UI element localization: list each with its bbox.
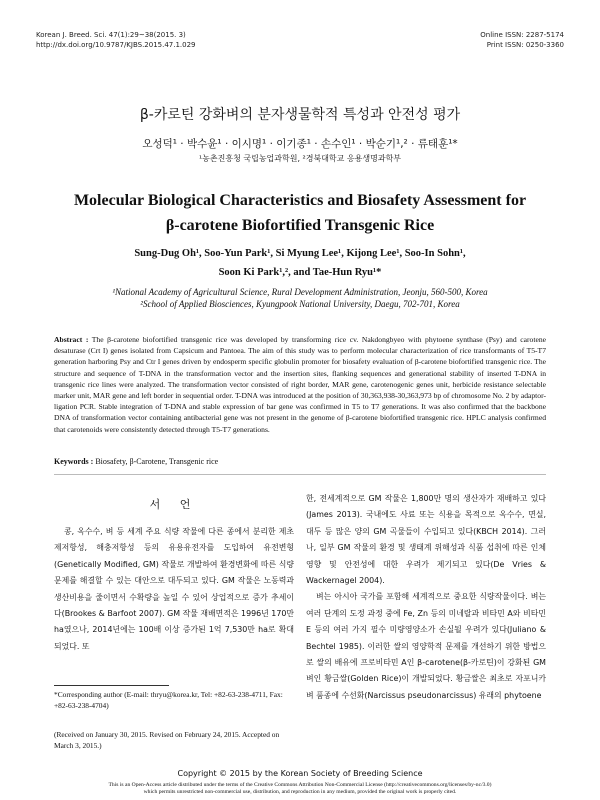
korean-affiliations: ¹농촌진흥청 국립농업과학원, ²경북대학교 응용생명과학부 [198, 154, 402, 163]
keywords [54, 457, 546, 466]
english-affiliation-2: ²School of Applied Biosciences, Kyungpook National University, Daegu, 702-701, Korea [140, 299, 460, 309]
english-authors-line2: Soon Ki Park¹,², and Tae-Hun Ryu¹* [218, 267, 382, 278]
body-right-paragraph-1: 한, 전세계적으로 GM 작물은 1,800만 명의 생산자가 재배하고 있다(James 2013). 국내에도 사료 또는 식용을 목적으로 옥수수, 면실, 대두 등 많은 양의 GM 곡물들이 수입되고 있다(KBCH 2014). 그러나, 일부 GM 작물의 환경 및 생태계 위해성과 식품 섭취에 따른 인체 영향 및 안전성에 대한 우려가 제기되고 있다(De Vries & Wackernagel 2004). [306, 494, 546, 586]
keywords-label: Keywords : [54, 457, 94, 466]
english-title-line1: Molecular Biological Characteristics and Biosafety Assessment for [73, 192, 527, 209]
english-title [0, 188, 600, 238]
abstract [54, 334, 546, 435]
license-line-1: This is an Open-Access article distributed under the terms of the Creative Commons Attribution Non-Commercial License (http://creativecommons.org/licenses/by-nc/3.0) [108, 782, 492, 788]
english-title-line2: β-carotene Biofortified Transgenic Rice [165, 217, 435, 234]
corresponding-author-note: *Corresponding author (E-mail: thryu@korea.kr, Tel: +82-63-238-4711, Fax: +82-63-238-4704) [54, 690, 283, 710]
abstract-divider [54, 474, 546, 475]
issn-header [480, 30, 564, 50]
doi-link[interactable]: http://dx.doi.org/10.9787/KJBS.2015.47.1.029 [36, 41, 196, 49]
license-notice [30, 782, 570, 796]
journal-citation-header [36, 30, 196, 50]
body-right-paragraph-2: 벼는 아시아 국가를 포함해 세계적으로 중요한 식량작물이다. 벼는 여러 단계의 도정 과정 중에 Fe, Zn 등의 미네랄과 비타민 A와 비타민 E 등의 여러 가지 필수 미량영양소가 손실될 우려가 있다(Juliano & Bechtel 1985). 이러한 쌀의 영양학적 문제를 개선하기 위한 방법으로 쌀의 배유에 프로비타민 A인 β-carotene(β-카로틴)이 강화된 GM벼인 황금쌀(Golden Rice)이 개발되었다. 황금쌀은 최초로 자포니카 벼 품종에 수선화(Narcissus pseudonarcissus) 유래의 phytoene [306, 592, 546, 700]
footnote-divider [54, 685, 169, 686]
english-affiliations [0, 286, 600, 310]
keywords-text: Biosafety, β-Carotene, Transgenic rice [95, 457, 219, 466]
section-heading-introduction: 서 언 [149, 498, 199, 511]
abstract-label: Abstract : [54, 335, 89, 344]
journal-line: Korean J. Breed. Sci. 47(1):29~38(2015. 3) [36, 31, 186, 39]
korean-title: β-카로틴 강화벼의 분자생물학적 특성과 안전성 평가 [139, 107, 461, 123]
received-dates-note: (Received on January 30, 2015. Revised on February 24, 2015. Accepted on March 3, 2015.) [54, 730, 280, 750]
english-authors [0, 244, 600, 282]
korean-authors: 오성덕¹ · 박수윤¹ · 이시명¹ · 이기종¹ · 손수인¹ · 박순기¹,² · 류태훈¹* [142, 138, 458, 150]
print-issn: Print ISSN: 0250-3360 [486, 41, 564, 49]
copyright-line: Copyright © 2015 by the Korean Society of Breeding Science [177, 769, 423, 778]
abstract-text: The β-carotene biofortified transgenic rice was developed by transforming rice cv. Nakdongbyeo with phytoene synthase (Psy) and carotene desaturase (Crt I) genes isolated from Capsicum and Pantoea. The aim of this study was to perform molecular characterization of rice transformants of T5-T7 generation harboring Psy and Ctr I genes driven by endosperm specific globulin promoter for biosafety evaluation of β-carotene biofortified transgenic rice. The structure and sequence of T-DNA in the transformation vector and the insertion sites, flanking sequences and generational stability of inserted T-DNA in transgenic rice lines were analyzed. The transformation vector consisted of right border, MAR gene, carotenogenic genes unit, herbicide resistance selectable marker unit, MAR gene and left border in sequential order. T-DNA was introduced at the position of 30,363,938-30,363,973 bp of chromosome No. 2 by adaptor-ligation PCR. Stable integration of T-DNA and stable expression of bar gene was confirmed in T5 to T7 generations. It was also confirmed that the backbone DNA of transformation vector containing antibacterial gene was not present in the genome of β-carotene biofortified transgenic rice. HPLC analysis confirmed that carotenoids were consistently detected through T5-T7 generations. [54, 335, 547, 434]
license-line-2: which permits unrestricted non-commercial use, distribution, and reproduction in any medium, provided the original work is properly cited. [143, 789, 457, 795]
english-affiliation-1: ¹National Academy of Agricultural Science, Rural Development Administration, Jeonju, 560-500, Korea [112, 287, 488, 297]
body-right-column [306, 491, 546, 704]
english-authors-line1: Sung-Dug Oh¹, Soo-Yun Park¹, Si Myung Lee¹, Kijong Lee¹, Soo-In Sohn¹, [134, 248, 466, 259]
body-left-paragraph: 콩, 옥수수, 벼 등 세계 주요 식량 작물에 다른 종에서 분리한 제초제저항성, 해충저항성 등의 유용유전자를 도입하여 유전변형(Genetically Modified, GM) 작물로 개발하여 환경변화에 따른 식량문제를 해결할 수 있는 대안으로 대두되고 있다. GM 작물은 노동력과 생산비용을 줄이면서 수확량을 높일 수 있어 상업적으로 증가 추세이다(Brookes & Barfoot 2007). GM 작물 재배면적은 1996년 170만ha였으나, 2014년에는 100배 이상 증가된 1억 7,530만 ha로 확대되었다. 또 [54, 527, 294, 651]
online-issn: Online ISSN: 2287-5174 [480, 31, 564, 39]
